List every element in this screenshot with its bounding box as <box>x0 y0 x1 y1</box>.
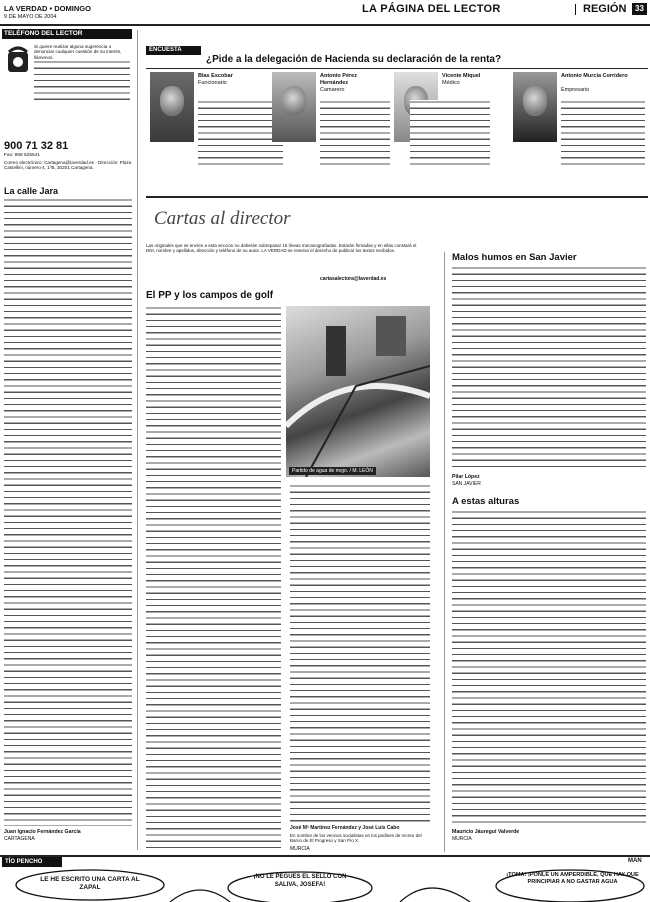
right-letter-2-title: A estas alturas <box>452 496 520 507</box>
header-divider <box>575 4 576 15</box>
encuesta-question: ¿Pide a la delegación de Hacienda su declaración de la renta? <box>206 54 502 65</box>
main-letter-col1 <box>146 306 281 851</box>
person-name-1: Blas Escobar <box>198 73 233 79</box>
right-letter-2-city: MURCIA <box>452 836 472 842</box>
left-letter-city: CARTAGENA <box>4 836 35 842</box>
person-role-4: Empresario <box>561 87 590 93</box>
person-name-2: Antonio Pérez Hernández <box>320 73 357 86</box>
main-letter-col2 <box>290 484 430 824</box>
person-answer-3 <box>410 100 490 166</box>
person-photo-2 <box>272 72 316 142</box>
right-letter-2-signature: Mauricio Jáuregui Valverde <box>452 829 520 835</box>
person-role-1: Funcionario <box>198 80 227 86</box>
main-letter-title: El PP y los campos de golf <box>146 290 274 301</box>
phone-box-intro: Si quiere realizar alguna sugerencia o denunciar cualquier cuestión de su interés, llámenos. <box>34 44 122 60</box>
column-divider <box>137 30 138 850</box>
header-date: 9 DE MAYO DE 2004 <box>4 14 57 20</box>
person-name-4: Antonio Murcia Corridero <box>561 73 628 79</box>
comic-bubble-mid: ¡NO LE PEGUES EL SELLO CON SALIVA, JOSEFA! <box>253 874 347 888</box>
person-photo-4 <box>513 72 557 142</box>
phone-number: 900 71 32 81 <box>4 140 69 152</box>
person-role-3: Médico <box>442 80 460 86</box>
encuesta-rule <box>146 68 648 69</box>
phone-address: Correo electrónico: Cartagena@laverdad.es · Dirección: Plaza Castellini, número 4, 1ºB, 30201 Cartagena. <box>4 160 132 171</box>
right-column-divider <box>444 252 445 852</box>
right-letter-1-title: Malos humos en San Javier <box>452 252 577 263</box>
right-letter-1-body <box>452 266 646 471</box>
person-answer-4 <box>561 100 645 166</box>
phone-fax: Fax: 968 526541 <box>4 153 41 158</box>
left-letter-signature: Juan Ignacio Fernández García <box>4 829 81 835</box>
main-letter-photo <box>286 306 430 477</box>
right-letter-1-city: SAN JAVIER <box>452 481 481 487</box>
right-letter-1-signature: Pilar López <box>452 474 480 480</box>
main-letter-city: MURCIA <box>290 846 310 852</box>
right-letter-2-body <box>452 510 646 826</box>
left-letter-body <box>4 198 132 826</box>
left-letter-title: La calle Jara <box>4 186 59 196</box>
person-role-2: Camarero <box>320 87 345 93</box>
comic-bubble-left: LE HE ESCRITO UNA CARTA AL ZAPAL <box>40 876 140 891</box>
encuesta-bottom-rule <box>146 196 648 198</box>
main-letter-signature: José Mª Martínez Fernández y José Luis Cabo <box>290 825 400 831</box>
main-letter-signature-sub: En nombre de los vecinos socialistas en los jardines de recreo del Barrio de El Progreso y San Pío X. <box>290 833 422 844</box>
comic-bubble-right: ¡TOMA! ¡PONLE UN AMPERDIBLE, QUE HAY QUE PRINCIPIAR A NO GASTAR AGUA <box>506 872 639 885</box>
header-paper: LA VERDAD • DOMINGO <box>4 4 91 13</box>
comic-label: TÍO PENCHO <box>2 857 62 867</box>
header-rule <box>0 24 650 26</box>
person-answer-2 <box>320 100 390 166</box>
cartas-heading: Cartas al director <box>154 208 291 229</box>
photo-caption: Partido de agua de riego. / M. LEÓN <box>289 467 376 475</box>
cartas-rules: Las originales que se envíen a esta sección no deberán sobrepasar 15 líneas mecanografiadas. Estarán firmadas y en ellas constará el DNI, nombre y apellidos, dirección y teléfono de su autor. LA VERDAD se reserva el derecho de publicar los textos recibidos. <box>146 243 417 254</box>
page-number: 33 <box>632 3 647 15</box>
person-photo-1 <box>150 72 194 142</box>
encuesta-label: ENCUESTA <box>146 46 201 55</box>
phone-box-text-block <box>34 60 130 102</box>
person-name-3: Vicente Miquel <box>442 73 481 79</box>
telephone-icon <box>6 46 30 74</box>
person-answer-1 <box>198 100 283 166</box>
header-region: REGIÓN <box>583 3 627 15</box>
cartas-email: cartasalectora@laverdad.es <box>320 276 387 282</box>
comic-rule <box>0 855 650 857</box>
comic-author: MAN <box>628 858 642 864</box>
phone-box-label: TELÉFONO DEL LECTOR <box>2 29 132 39</box>
header-section: LA PÁGINA DEL LECTOR <box>362 3 501 15</box>
